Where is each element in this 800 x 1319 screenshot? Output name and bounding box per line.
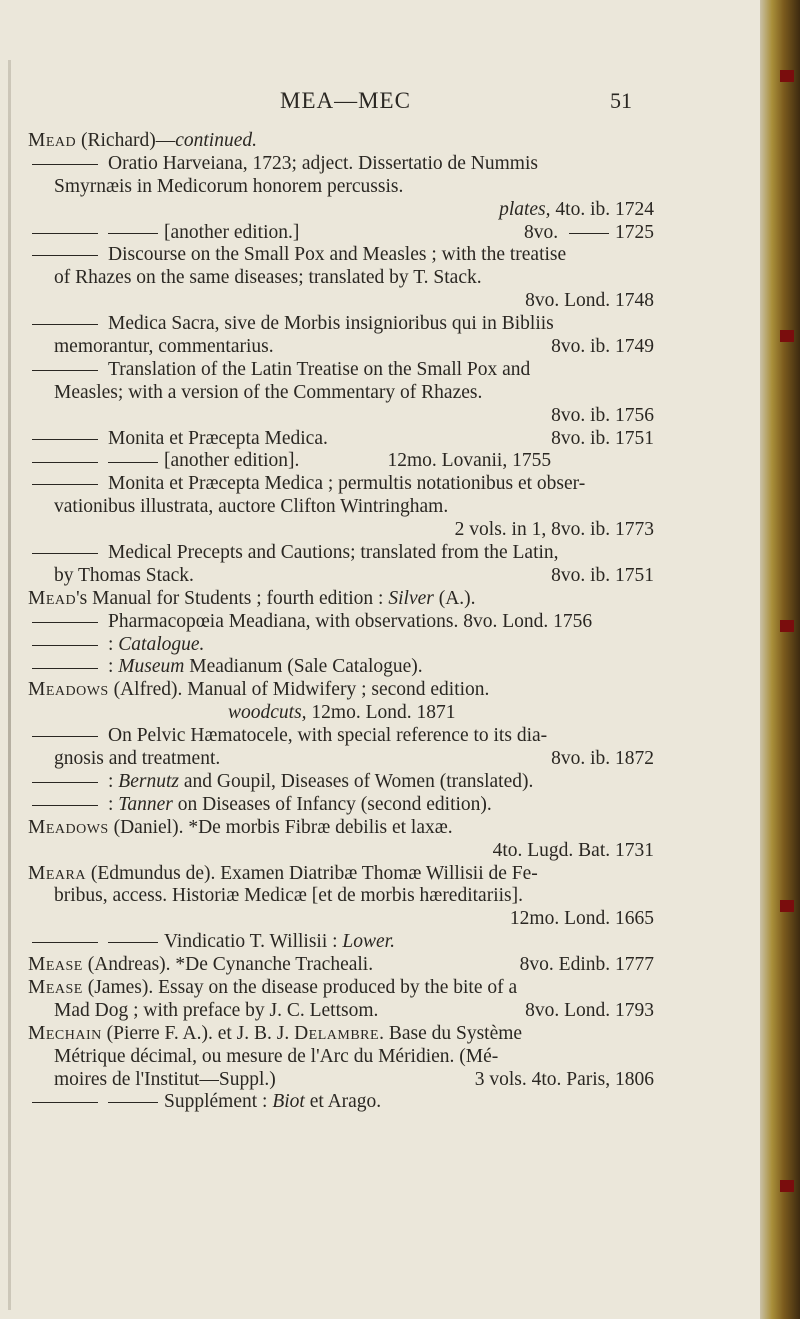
entry-another-edition-1725: [another edition.] 8vo. 1725	[28, 222, 654, 245]
page-number: 51	[610, 88, 632, 113]
entry-mechain: Mechain (Pierre F. A.). et J. B. J. Delambre. Base du Système Métrique décimal, ou mesure de l'Arc du Méridien. (Mé- moires de l'Institut—Suppl.) 3 vols. 4to. Paris, 1806	[28, 1022, 654, 1090]
catalogue-entries	[28, 130, 654, 1114]
entry-pharmacopoeia-meadiana: Pharmacopœia Meadiana, with observations. 8vo. Lond. 1756	[28, 611, 654, 634]
entry-meads-manual: Mead's Manual for Students ; fourth edition : Silver (A.).	[28, 587, 476, 609]
entry-oratio-harveiana: Oratio Harveiana, 1723; adject. Dissertatio de Nummis Smyrnæis in Medicorum honorem percussis. plates, 4to. ib. 1724	[28, 153, 654, 222]
page-gutter-shadow	[8, 60, 11, 1310]
running-title: MEA—MEC	[280, 88, 411, 113]
entry-monita-wintringham: Monita et Præcepta Medica ; permultis notationibus et obser- vationibus illustrata, auctore Clifton Wintringham. 2 vols. in 1, 8vo. ib. 1773	[28, 473, 654, 542]
entry-mease-james: Mease (James). Essay on the disease produced by the bite of a Mad Dog ; with preface by J. C. Lettsom. 8vo. Lond. 1793	[28, 976, 654, 1021]
entry-monita-another-edition: [another edition]. 12mo. Lovanii, 1755	[28, 450, 654, 473]
entry-pelvic-haematocele: On Pelvic Hæmatocele, with special reference to its dia- gnosis and treatment. 8vo. ib. 1872	[28, 725, 654, 771]
entry-mease-andreas: Mease (Andreas). *De Cynanche Tracheali. 8vo. Edinb. 1777	[28, 954, 654, 976]
entry-meadows-daniel: Meadows (Daniel). *De morbis Fibræ debilis et laxæ. 4to. Lugd. Bat. 1731	[28, 816, 654, 861]
entry-medica-sacra: Medica Sacra, sive de Morbis insignioribus qui in Bibliis memorantur, commentarius. 8vo. ib. 1749	[28, 313, 654, 359]
entry-tanner: : Tanner on Diseases of Infancy (second edition).	[28, 794, 654, 817]
book-edge-binding	[760, 0, 800, 1319]
entry-monita-praecepta: Monita et Præcepta Medica. 8vo. ib. 1751	[28, 428, 654, 451]
entry-supplement-biot-arago: Supplément : Biot et Arago.	[28, 1091, 654, 1114]
entry-translation-latin-treatise: Translation of the Latin Treatise on the Small Pox and Measles; with a version of the Commentary of Rhazes. 8vo. ib. 1756	[28, 359, 654, 428]
entry-museum-meadianum: : Museum Meadianum (Sale Catalogue).	[28, 656, 654, 679]
entry-meadows-alfred: Meadows (Alfred). Manual of Midwifery ; second edition. woodcuts, 12mo. Lond. 1871	[28, 679, 490, 724]
entry-mead-heading: Mead (Richard)—continued.	[28, 130, 257, 151]
entry-discourse-small-pox: Discourse on the Small Pox and Measles ; with the treatise of Rhazes on the same diseases; translated by T. Stack. 8vo. Lond. 1748	[28, 244, 654, 313]
entry-catalogue: : Catalogue.	[28, 634, 654, 657]
entry-bernutz-goupil: : Bernutz and Goupil, Diseases of Women (translated).	[28, 771, 654, 794]
entry-vindicatio-willisii: Vindicatio T. Willisii : Lower.	[28, 931, 654, 954]
page-header	[0, 88, 760, 118]
entry-medical-precepts: Medical Precepts and Cautions; translated from the Latin, by Thomas Stack. 8vo. ib. 1751	[28, 542, 654, 588]
entry-meara: Meara (Edmundus de). Examen Diatribæ Thomæ Willisii de Fe- bribus, access. Historiæ Medicæ [et de morbis hæreditariis]. 12mo. Lond. 1665	[28, 862, 654, 930]
